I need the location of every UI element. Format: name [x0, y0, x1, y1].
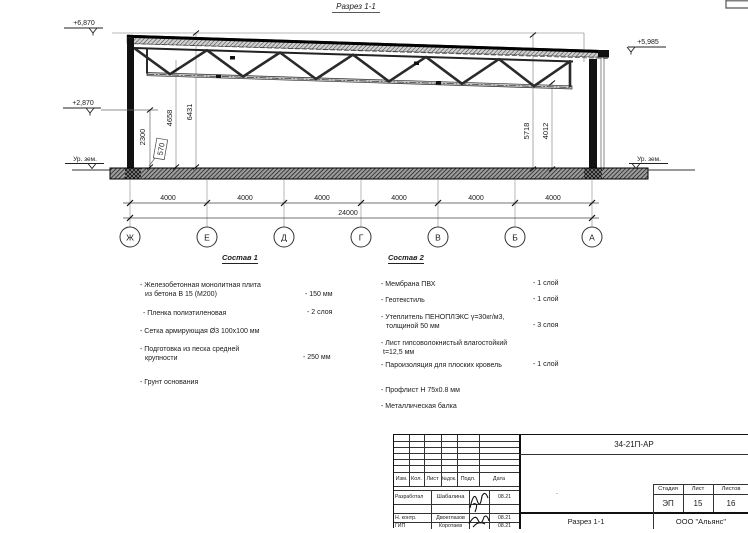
col-ndok: №док.	[441, 476, 457, 482]
axis-zh: Ж	[126, 232, 134, 243]
list-item: - Лист гипсоволокнистый влагостойкий t=12,5 мм	[381, 340, 508, 356]
col-data: Дата	[492, 476, 506, 482]
dim-bay-3: 4000	[314, 195, 330, 202]
list-item: - Мембрана ПВХ	[381, 281, 436, 288]
row-date: 08.21	[498, 514, 511, 521]
section-title: Разрез 1-1	[336, 2, 376, 11]
signature-scribble	[467, 512, 491, 529]
sostav1-title: Состав 1	[222, 253, 258, 262]
sostav2-title: Состав 2	[388, 253, 424, 262]
ground-level-right: Ур. зем.	[637, 156, 661, 163]
sheets-label: Листов	[721, 486, 741, 492]
elevation-top-left: +6,870	[73, 20, 95, 27]
doc-number: 34-21П-АР	[614, 440, 654, 449]
list-item: - Грунт основания	[140, 379, 199, 386]
list-item-value: - 1 слой	[533, 296, 559, 303]
axis-bubbles	[120, 227, 602, 247]
frame-corner	[726, 0, 748, 8]
list-item-value: - 1 слой	[533, 361, 559, 368]
col-podl: Подл.	[460, 476, 476, 482]
axis-v: В	[435, 232, 441, 243]
elevation-top-right: +5,985	[637, 39, 659, 46]
list-item-value: - 1 слой	[533, 280, 559, 287]
axis-e: Е	[204, 232, 210, 243]
axis-d: Д	[281, 232, 287, 243]
dim-4012: 4012	[541, 122, 550, 140]
ground-level-left: Ур. зем.	[73, 156, 97, 163]
list-item: - Сетка армирующая Ø3 100х100 мм	[140, 328, 260, 335]
dim-total: 24000	[338, 210, 358, 217]
floor-slab	[72, 168, 695, 179]
title-block	[393, 434, 748, 528]
list-item-value: - 250 мм	[303, 354, 331, 361]
company-name: ООО "Альянс"	[675, 516, 727, 526]
list-item: - Утеплитель ПЕНОПЛЭКС γ=30кг/м3, толщиной 50 мм	[381, 314, 505, 330]
list-item: - Подготовка из песка средней крупности	[140, 346, 240, 362]
row-name: Шабалина	[436, 494, 465, 500]
dim-6431: 6431	[185, 103, 194, 121]
row-name: Коротаев	[438, 522, 463, 529]
signature-scribble	[467, 488, 491, 514]
col-kol: Кол.	[411, 476, 422, 482]
list-item: - Профлист Н 75х0.8 мм	[381, 387, 460, 394]
row-role: Н. контр.	[395, 514, 417, 521]
row-role: Разработал	[395, 494, 424, 500]
list-item-value: - 3 слоя	[533, 322, 559, 329]
dim-5718: 5718	[522, 122, 531, 140]
columns	[127, 38, 604, 170]
svg-text:570: 570	[155, 142, 167, 156]
dim-bay-1: 4000	[160, 195, 176, 202]
list-item-value: - 150 мм	[305, 291, 333, 298]
col-list: Лист	[426, 476, 439, 482]
list-item-value: - 2 слоя	[307, 309, 333, 316]
bottom-dimensions	[123, 180, 599, 227]
sheets-value: 16	[726, 498, 736, 508]
drawing-name: Разрез 1-1	[567, 516, 605, 526]
list-item: - Железобетонная монолитная плита из бетона В 15 (М200)	[140, 282, 261, 298]
dim-2300: 2300	[138, 128, 147, 146]
axis-a: А	[589, 232, 595, 243]
dim-bay-6: 4000	[545, 195, 561, 202]
dim-bay-2: 4000	[237, 195, 253, 202]
col-izm: Изм.	[395, 476, 408, 482]
dim-570-flag	[149, 138, 168, 166]
elevation-mid-left: +2,870	[72, 100, 94, 107]
list-item: - Пленка полиэтиленовая	[143, 310, 227, 317]
axis-b: Б	[512, 232, 518, 243]
row-name: Двоеглазов	[436, 514, 465, 521]
list-item: - Металлическая балка	[381, 403, 457, 410]
sheet-label: Лист	[691, 486, 705, 492]
row-date: 08.21	[498, 522, 511, 529]
row-date: 08.21	[498, 494, 511, 500]
list-item: - Геотекстиль	[381, 297, 425, 304]
axis-g: Г	[358, 232, 364, 243]
stage-label: Стадия	[658, 486, 678, 492]
stray-dot: .	[556, 488, 558, 496]
row-role: ГИП	[395, 522, 406, 529]
dim-4658: 4658	[165, 109, 174, 127]
dim-bay-4: 4000	[391, 195, 407, 202]
stage-value: ЭП	[662, 498, 674, 508]
dim-bay-5: 4000	[468, 195, 484, 202]
sheet-value: 15	[693, 498, 703, 508]
list-item: - Пароизоляция для плоских кровель	[381, 362, 502, 369]
